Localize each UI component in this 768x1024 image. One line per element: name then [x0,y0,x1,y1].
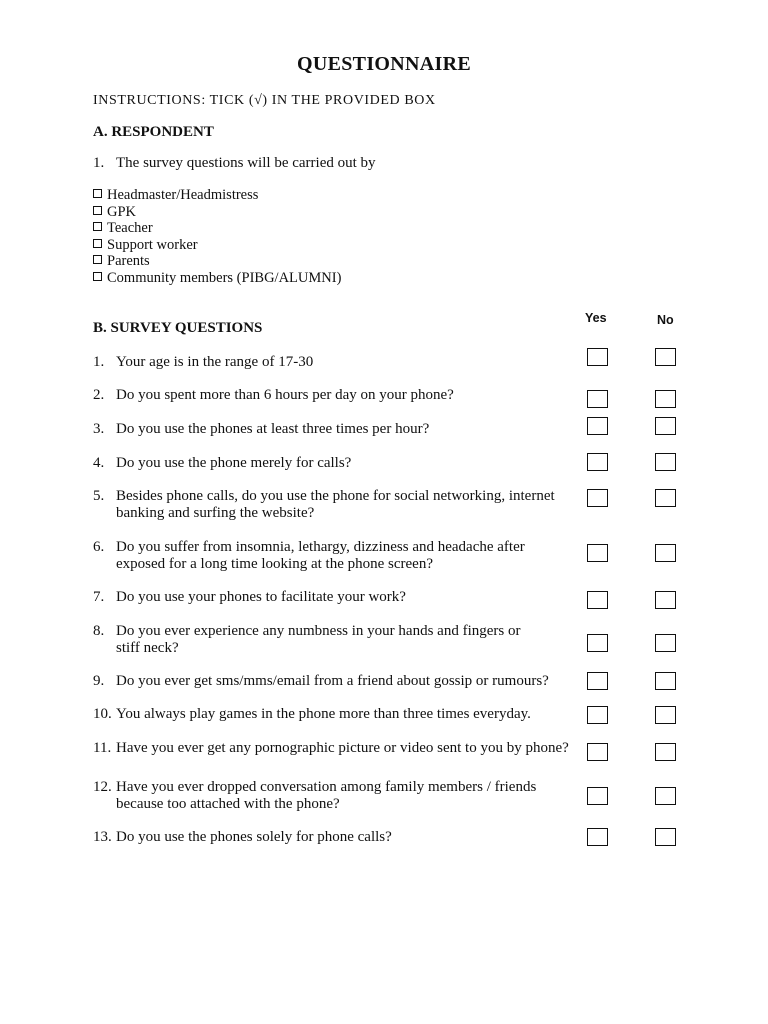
yes-checkbox[interactable] [587,453,608,471]
survey-question [93,706,593,723]
yes-checkbox[interactable] [587,828,608,846]
no-checkbox[interactable] [655,787,676,805]
no-checkbox[interactable] [655,489,676,507]
question-number: 2. [93,387,105,403]
survey-question [93,421,593,438]
option-checkbox[interactable] [93,272,102,281]
option-label: Parents [107,253,150,269]
no-checkbox[interactable] [655,591,676,609]
no-checkbox[interactable] [655,634,676,652]
question-text: You always play games in the phone more than three times everyday. [116,706,531,722]
survey-question [93,354,593,371]
question-number: 7. [93,589,105,605]
respondent-option[interactable] [93,187,258,204]
respondent-option[interactable] [93,220,153,237]
option-checkbox[interactable] [93,222,102,231]
no-checkbox[interactable] [655,348,676,366]
option-checkbox[interactable] [93,239,102,248]
yes-checkbox[interactable] [587,417,608,435]
question-text: Do you suffer from insomnia, lethargy, dizziness and headache after exposed for a long time looking at the phone screen? [116,539,525,572]
yes-checkbox[interactable] [587,348,608,366]
yes-column-header: Yes [585,311,607,325]
option-label: Support worker [107,237,198,253]
question-number: 4. [93,455,105,471]
question-number: 10. [93,706,112,722]
question-text: Do you use your phones to facilitate your work? [116,589,406,605]
respondent-option[interactable] [93,253,150,270]
question-text: Your age is in the range of 17-30 [116,354,314,370]
question-number: 11. [93,740,112,756]
respondent-option[interactable] [93,237,198,254]
question-number: 1. [93,354,105,370]
no-checkbox[interactable] [655,544,676,562]
yes-checkbox[interactable] [587,743,608,761]
question-number: 12. [93,779,112,795]
respondent-option[interactable] [93,270,341,287]
question-number: 5. [93,488,105,504]
option-checkbox[interactable] [93,255,102,264]
no-checkbox[interactable] [655,672,676,690]
survey-question [93,673,593,690]
respondent-question-number: 1. [93,155,105,171]
survey-question [93,623,533,657]
section-b-heading: B. SURVEY QUESTIONS [93,320,263,336]
question-number: 3. [93,421,105,437]
question-number: 6. [93,539,105,555]
yes-checkbox[interactable] [587,591,608,609]
survey-question [93,539,558,573]
page-title: QUESTIONNAIRE [297,53,471,75]
question-text: Besides phone calls, do you use the phone for social networking, internet banking and surfing the website? [116,488,555,521]
yes-checkbox[interactable] [587,390,608,408]
survey-question [93,740,603,757]
survey-question [93,455,593,472]
no-checkbox[interactable] [655,743,676,761]
no-checkbox[interactable] [655,828,676,846]
question-text: Do you use the phones at least three times per hour? [116,421,430,437]
survey-question [93,488,573,522]
question-text: Have you ever get any pornographic picture or video sent to you by phone? [116,740,569,756]
yes-checkbox[interactable] [587,544,608,562]
question-text: Do you use the phone merely for calls? [116,455,352,471]
yes-checkbox[interactable] [587,787,608,805]
yes-checkbox[interactable] [587,634,608,652]
question-number: 8. [93,623,105,639]
yes-checkbox[interactable] [587,706,608,724]
respondent-question: The survey questions will be carried out by [116,155,376,171]
option-checkbox[interactable] [93,206,102,215]
no-column-header: No [657,313,674,327]
option-label: GPK [107,204,137,220]
question-text: Have you ever dropped conversation among family members / friends because too attached with the phone? [116,779,537,812]
option-label: Community members (PIBG/ALUMNI) [107,270,342,286]
question-text: Do you ever get sms/mms/email from a friend about gossip or rumours? [116,673,549,689]
survey-question [93,589,593,606]
survey-question [93,829,593,846]
no-checkbox[interactable] [655,417,676,435]
question-text: Do you spent more than 6 hours per day on your phone? [116,387,454,403]
question-number: 9. [93,673,105,689]
respondent-option[interactable] [93,204,136,221]
no-checkbox[interactable] [655,390,676,408]
instructions: INSTRUCTIONS: TICK (√) IN THE PROVIDED BOX [93,93,436,108]
yes-checkbox[interactable] [587,489,608,507]
option-checkbox[interactable] [93,189,102,198]
no-checkbox[interactable] [655,706,676,724]
question-text: Do you use the phones solely for phone calls? [116,829,392,845]
no-checkbox[interactable] [655,453,676,471]
yes-checkbox[interactable] [587,672,608,690]
question-text: Do you ever experience any numbness in your hands and fingers or stiff neck? [116,623,521,656]
survey-question [93,387,593,404]
survey-question [93,779,558,813]
question-number: 13. [93,829,112,845]
option-label: Headmaster/Headmistress [107,187,259,203]
section-a-heading: A. RESPONDENT [93,124,214,140]
option-label: Teacher [107,220,153,236]
